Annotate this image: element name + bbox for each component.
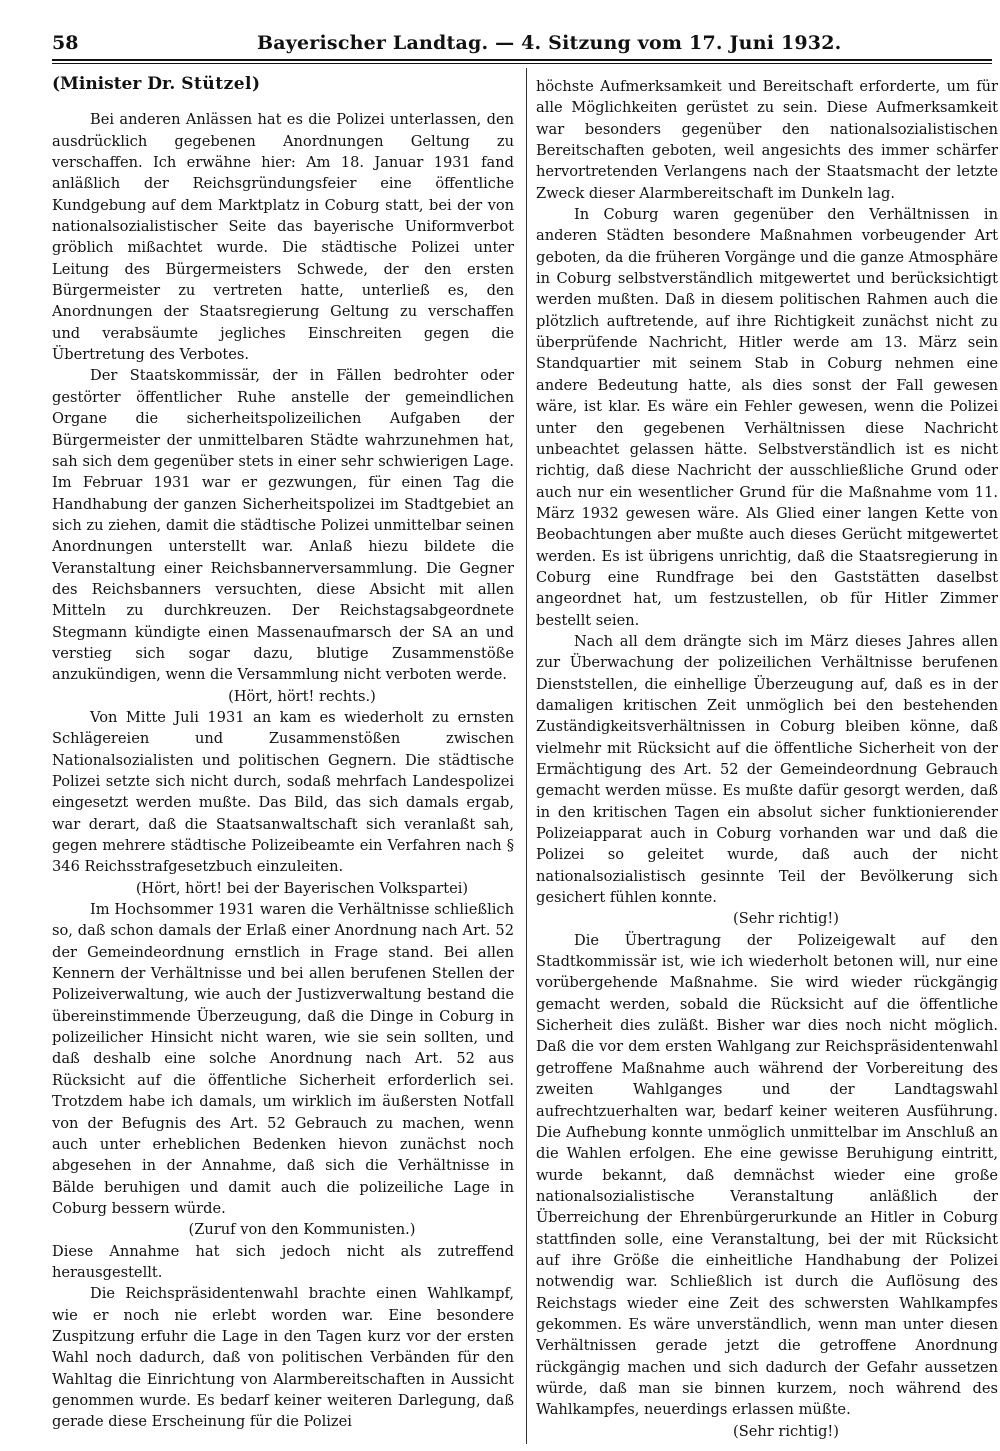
interjection: (Sehr richtig!) <box>733 1422 839 1440</box>
paragraph: höchste Aufmerksamkeit und Bereitschaft erforderte, um für alle Möglichkeiten gerüstet zu sein. Diese Aufmerksamkeit war besonders gegenüber den nationalsozialistischen Bereitschaften geboten, weil angesichts des immer schärfer hervortretenden Verlangens nach der Staatsmacht der letzte Zweck dieser Alarmbereitschaft im Dunkeln lag. <box>536 78 998 202</box>
interjection: (Zuruf von den Kommunisten.) <box>188 1221 416 1239</box>
running-title: Bayerischer Landtag. — 4. Sitzung vom 17. Juni 1932. <box>257 32 842 54</box>
header-rule-thick <box>52 59 992 61</box>
paragraph: Von Mitte Juli 1931 an kam es wiederholt zu ernsten Schlägereien und Zusammenstößen zwischen Nationalsozialisten und politischen Gegnern. Die städtische Polizei setzte sich nicht durch, sodaß mehrfach Landespolizei eingesetzt werden mußte. Das Bild, das sich damals ergab, war derart, daß die Staatsanwaltschaft sich veranlaßt sah, gegen mehrere städtische Polizeibeamte ein Verfahren nach § 346 Reichsstrafgesetzbuch einzuleiten. <box>52 708 514 876</box>
speaker-attribution <box>52 74 514 95</box>
speaker-prefix: (Minister Dr. <box>52 74 182 94</box>
column-divider <box>526 68 527 1444</box>
speaker-name: Stützel <box>181 74 253 94</box>
header-rule-thin <box>52 63 992 64</box>
interjection: (Sehr richtig!) <box>733 910 839 928</box>
interjection: (Hört, hört! rechts.) <box>228 687 376 705</box>
left-column <box>52 74 514 1442</box>
interjection: (Hört, hört! bei der Bayerischen Volkspartei) <box>135 879 469 897</box>
paragraph: Die Übertragung der Polizeigewalt auf den Stadtkommissär ist, wie ich wiederholt betonen will, nur eine vorübergehende Maßnahme. Sie wird wieder rückgängig gemacht werden, sobald die Rücksicht auf die öffentliche Sicherheit dies zuläßt. Bisher war dies noch nicht möglich. Daß die vor dem ersten Wahlgang zur Reichspräsidentenwahl getroffene Maßnahme auch während der Vorbereitung des zweiten Wahlganges und der Landtagswahl aufrechtzuerhalten war, bedarf keiner weiteren Ausführung. Die Aufhebung konnte unmöglich unmittelbar im Anschluß an die Wahlen erfolgen. Ehe eine gewisse Beruhigung eintritt, wurde bekannt, daß demnächst wieder eine große nationalsozialistische Veranstaltung anläßlich der Überreichung der Ehrenbürgerurkunde an Hitler in Coburg stattfinden solle, eine Veranstaltung, bei der mit Rücksicht auf ihre Größe die einheitliche Handhabung der Polizei notwendig war. Schließlich ist durch die Auflösung des Reichstags wieder eine Zeit des schwersten Wahlkampfes gekommen. Es wäre unverständlich, wenn man unter diesen Verhältnissen gerade jetzt die getroffene Anordnung rückgängig machen und sich dadurch der Gefahr aussetzen würde, daß man sie binnen kurzem, noch während des Wahlkampfes, neuerdings erlassen müßte. <box>536 931 998 1419</box>
paragraph: In Coburg waren gegenüber den Verhältnissen in anderen Städten besondere Maßnahmen vorbeugender Art geboten, da die früheren Vorgänge und die ganze Atmosphäre in Coburg selbstverständlich mitgewertet und berücksichtigt werden mußten. Daß in diesem politischen Rahmen auch die plötzlich auftretende, auf ihre Richtigkeit zunächst nicht zu überprüfende Nachricht, Hitler werde am 13. März sein Standquartier mit seinem Stab in Coburg nehmen eine andere Bedeutung hatte, als dies sonst der Fall gewesen wäre, ist klar. Es wäre ein Fehler gewesen, wenn die Polizei unter den gegebenen Verhältnissen diese Nachricht unbeachtet gelassen hätte. Selbstverständlich ist es nicht richtig, daß diese Nachricht der ausschließliche Grund oder auch nur ein wesentlicher Grund für die Maßnahme vom 11. März 1932 gewesen wäre. Als Glied einer langen Kette von Beobachtungen aber mußte auch dieses Gerücht mitgewertet werden. Es ist übrigens unrichtig, daß die Staatsregierung in Coburg eine Rundfrage bei den Gaststätten daselbst angeordnet hat, um festzustellen, ob für Hitler Zimmer bestellt seien. <box>536 206 998 629</box>
paragraph: Im Hochsommer 1931 waren die Verhältnisse schließlich so, daß schon damals der Erlaß einer Anordnung nach Art. 52 der Gemeindeordnung ernstlich in Frage stand. Bei allen Kennern der Verhältnisse und bei allen berufenen Stellen der Polizeiverwaltung, wie auch der Justizverwaltung bestand die übereinstimmende Überzeugung, daß die Dinge in Coburg in polizeilicher Hinsicht nicht waren, wie sie sein sollten, und daß deshalb eine solche Anordnung nach Art. 52 aus Rücksicht auf die öffentliche Sicherheit erforderlich sei. Trotzdem habe ich damals, um wirklich im äußersten Notfall von der Befugnis des Art. 52 Gebrauch zu machen, wenn auch unter erheblichen Bedenken hievon zunächst noch abgesehen in der Annahme, daß sich die Verhältnisse in Bälde beruhigen und damit auch die polizeiliche Lage in Coburg bessern würde. <box>52 901 514 1217</box>
paragraph: Nach all dem drängte sich im März dieses Jahres allen zur Überwachung der polizeilichen Verhältnisse berufenen Dienststellen, die einhellige Überzeugung auf, daß es in der damaligen kritischen Zeit unmöglich bei den bestehenden Zuständigkeitsverhältnissen in Coburg bleiben könne, daß vielmehr mit Rücksicht auf die öffentliche Sicherheit von der Ermächtigung des Art. 52 der Gemeindeordnung Gebrauch gemacht werden müsse. Es mußte dafür gesorgt werden, daß in den kritischen Tagen ein absolut sicher funktionierender Polizeiapparat auch in Coburg vorhanden war und daß die Polizei so geleitet wurde, daß auch der nicht nationalsozialistisch gesinnte Teil der Bevölkerung sich gesichert fühlen konnte. <box>536 632 998 907</box>
page-header <box>52 30 992 60</box>
right-column <box>536 76 998 1444</box>
speaker-suffix: ) <box>252 74 261 94</box>
paragraph: Der Staatskommissär, der in Fällen bedrohter oder gestörter öffentlicher Ruhe anstelle der gemeindlichen Organe die sicherheitspolizeilichen Aufgaben der Bürgermeister der unmittelbaren Städte wahrzunehmen hat, sah sich dem gegenüber stets in einer sehr schwierigen Lage. Im Februar 1931 war er gezwungen, für einen Tag die Handhabung der ganzen Sicherheitspolizei im Stadtgebiet an sich zu ziehen, damit die städtische Polizei unmittelbar seinen Anordnungen unterstellt war. Anlaß hiezu bildete die Veranstaltung einer Reichsbannerversammlung. Die Gegner des Reichsbanners versuchten, diese Absicht mit allen Mitteln zu durchkreuzen. Der Reichstagsabgeordnete Stegmann kündigte einen Massenaufmarsch der SA an und verstieg sich sogar dazu, blutige Zusammenstöße anzukündigen, wenn die Versammlung nicht verboten werde. <box>52 367 514 684</box>
paragraph: Die Reichspräsidentenwahl brachte einen Wahlkampf, wie er noch nie erlebt worden war. Eine besondere Zuspitzung erfuhr die Lage in den Tagen kurz vor der ersten Wahl noch dadurch, daß von politischen Verbänden für den Wahltag die Einrichtung von Alarmbereitschaften in Aussicht genommen wurde. Es bedarf keiner weiteren Darlegung, daß gerade diese Erscheinung für die Polizei <box>52 1285 514 1431</box>
paragraph: Bei anderen Anlässen hat es die Polizei unterlassen, den ausdrücklich gegebenen Anordnungen Geltung zu verschaffen. Ich erwähne hier: Am 18. Januar 1931 fand anläßlich der Reichsgründungsfeier eine öffentliche Kundgebung auf dem Marktplatz in Coburg statt, bei der von nationalsozialistischer Seite das bayerische Uniformverbot gröblich mißachtet wurde. Die städtische Polizei unter Leitung des Bürgermeisters Schwede, der den ersten Bürgermeister zu vertreten hatte, unterließ es, den Anordnungen der Staatsregierung Geltung zu verschaffen und verabsäumte jegliches Einschreiten gegen die Übertretung des Verbotes. <box>52 111 514 364</box>
paragraph: Diese Annahme hat sich jedoch nicht als zutreffend herausgestellt. <box>52 1242 514 1281</box>
page-number: 58 <box>52 32 79 54</box>
